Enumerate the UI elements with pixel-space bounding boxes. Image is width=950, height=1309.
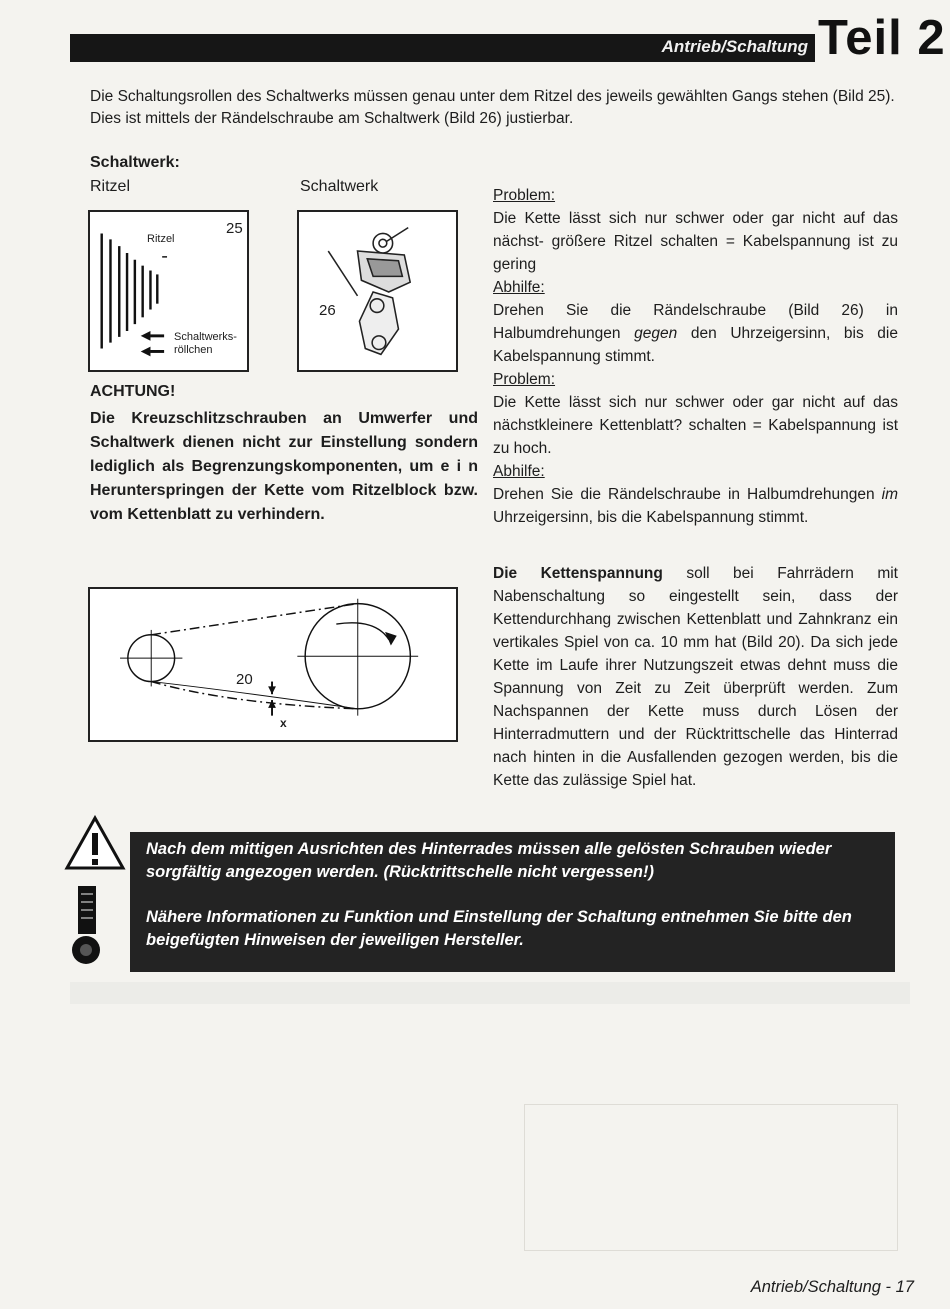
roller-label-line1: Schaltwerks- [174,331,237,343]
schaltwerk-heading: Schaltwerk: [90,154,180,171]
figure-number: 26 [319,302,336,319]
cog-lines [102,233,158,348]
header-section-title: Antrieb/Schaltung [661,37,808,56]
figure-number: 25 [226,220,243,237]
problem-text: Die Kette lässt sich nur schwer oder gar nicht auf das nächstkleinere Kettenblatt? schalten = Kabelspannung ist zu hoch. [493,394,898,457]
chain-tension-lead: Die Kettenspannung [493,565,663,582]
warning-triangle-icon [64,815,126,871]
problem-label: Problem: [493,187,556,204]
troubleshooting-column [493,184,898,529]
solution-emphasis: gegen [634,325,678,342]
ritzel-label: Ritzel [147,233,175,245]
notice-manufacturer-info: Nähere Informationen zu Funktion und Einstellung der Schaltung entnehmen Sie bitte den beigefügten Hinweisen der jeweiligen Hersteller. [146,908,852,949]
intro-paragraph: Die Schaltungsrollen des Schaltwerks müssen genau unter dem Ritzel des jeweils gewählten Gangs stehen (Bild 25). Dies ist mittels der Rändelschraube am Schaltwerk (Bild 26) justierbar. [90,88,895,127]
roller-label-line2: röllchen [174,344,213,356]
problem-label: Problem: [493,371,556,388]
problem-block-1 [493,184,898,368]
manual-book-icon [70,884,106,968]
bleed-through-bar [70,982,910,1004]
figure-number: 20 [236,671,253,688]
solution-emphasis: im [881,486,898,503]
warning-heading: ACHTUNG! [90,383,176,400]
bleed-through-figure [524,1104,898,1251]
solution-text-part: Drehen Sie die Rändelschraube in Halbumdrehungen [493,486,882,503]
gap-label: x [280,716,287,730]
header-part-number: Teil 2 [818,11,946,65]
schaltwerk-caption: Schaltwerk [300,178,379,195]
ritzel-caption: Ritzel [90,178,131,195]
chain-tension-diagram [90,589,456,740]
page-footer: Antrieb/Schaltung - 17 [750,1278,914,1296]
chain-tension-text: soll bei Fahrrädern mit Nabenschaltung so eingestellt sein, dass der Kettendurchhang zwischen Kettenblatt und Zahnkranz ein vertikales Spiel von ca. 10 mm hat (Bild 20). Da sich jede Kette im Laufe ihrer Nutzungszeit etwas dehnt muss die Spannung von Zeit zu Zeit überprüft werden. Zum Nachspannen der Kette muss durch Lösen der Hinterradmuttern und der Rücktrittschelle das Hinterrad nach hinten in die Ausfallenden gezogen werden, bis die Kette das zulässige Spiel hat. [493,565,898,789]
warning-body: Die Kreuzschlitzschrauben an Umwerfer und Schaltwerk dienen nicht zur Einstellung sondern lediglich als Begrenzungskomponenten, um e i n Herunterspringen der Kette vom Ritzelblock bzw. vom Kettenblatt zu verhindern. [90,410,478,523]
figure-20-chain [88,587,458,742]
figure-25-ritzel [88,210,249,372]
problem-text: Die Kette lässt sich nur schwer oder gar nicht auf das nächst- größere Ritzel schalten = Kabelspannung ist zu gering [493,210,898,273]
solution-text [493,483,898,529]
notice-tighten-screws: Nach dem mittigen Ausrichten des Hinterrades müssen alle gelösten Schrauben wieder sorgfältig angezogen werden. (Rücktrittschelle nicht vergessen!) [146,840,832,881]
solution-label: Abhilfe: [493,279,545,296]
solution-text-part: den Uhrzeigersinn, bis die Kabelspannung stimmt. [493,325,898,365]
figure-26-schaltwerk [297,210,458,372]
chain-tension-paragraph [493,562,898,792]
solution-label: Abhilfe: [493,463,545,480]
rotation-arrow-icon [385,632,397,646]
solution-text [493,299,898,368]
problem-block-2 [493,368,898,529]
solution-text-part: Drehen Sie die Rändelschraube (Bild 26) in Halbumdrehungen [493,302,898,342]
solution-text-part: Uhrzeigersinn, bis die Kabelspannung stimmt. [493,509,809,526]
derailleur-drawing [299,212,456,370]
arrow-icon [141,331,164,356]
